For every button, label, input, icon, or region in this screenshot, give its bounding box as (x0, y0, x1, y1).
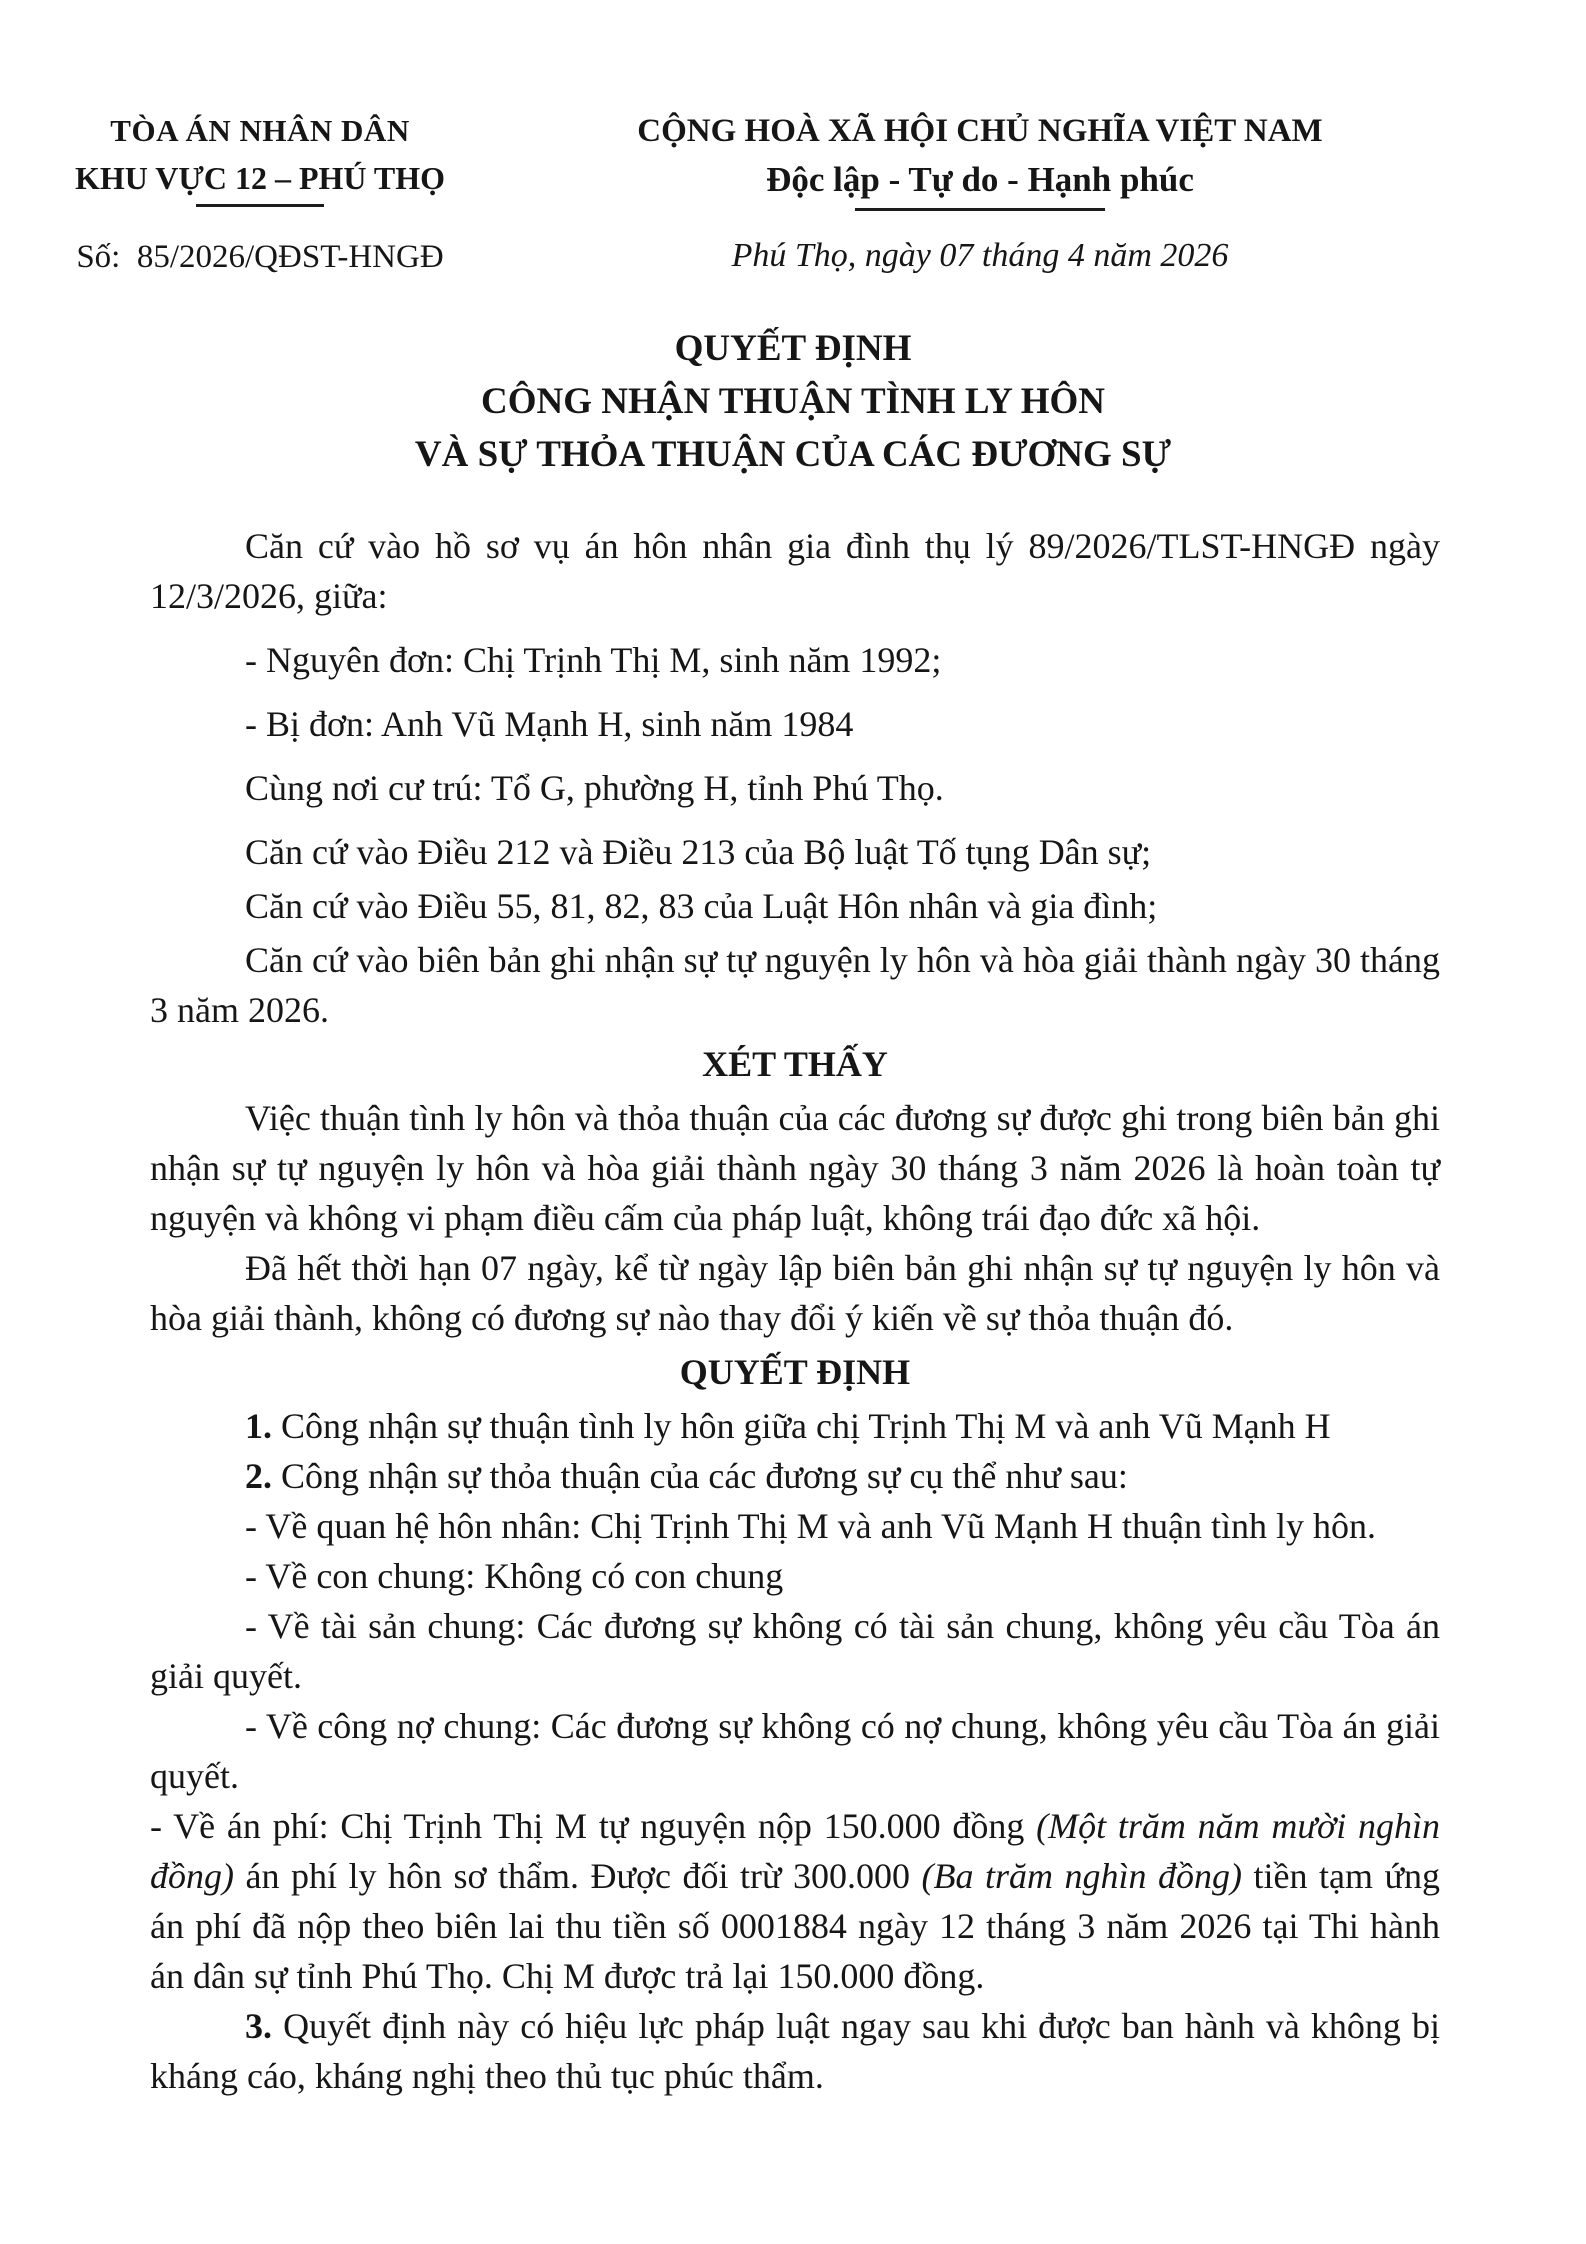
text-segment: (Ba trăm nghìn đồng) (921, 1856, 1243, 1896)
section-heading (150, 1039, 1440, 1089)
text-segment: - Bị đơn: Anh Vũ Mạnh H, sinh năm 1984 (245, 704, 854, 744)
national-motto-block (555, 108, 1405, 275)
document-title-line3: VÀ SỰ THỎA THUẬN CỦA CÁC ĐƯƠNG SỰ (414, 434, 1172, 475)
paragraph (150, 1451, 1440, 1501)
text-segment: QUYẾT ĐỊNH (679, 1352, 911, 1392)
text-segment: Căn cứ vào biên bản ghi nhận sự tự nguyện ly hôn và hòa giải thành ngày 30 tháng 3 năm 2026. (150, 940, 1440, 1030)
text-segment: Công nhận sự thuận tình ly hôn giữa chị Trịnh Thị M và anh Vũ Mạnh H (272, 1406, 1331, 1446)
text-segment: - Về tài sản chung: Các đương sự không có tài sản chung, không yêu cầu Tòa án giải quyết. (150, 1606, 1440, 1696)
paragraph (150, 1801, 1440, 2001)
paragraph (150, 1701, 1440, 1801)
text-segment: - Về con chung: Không có con chung (245, 1556, 784, 1596)
paragraph (150, 763, 1440, 813)
document-header (0, 108, 1586, 276)
court-name-line2: KHU VỰC 12 – PHÚ THỌ (74, 160, 446, 196)
document-title-block (0, 322, 1586, 481)
place-date-line: Phú Thọ, ngày 07 tháng 4 năm 2026 (731, 237, 1229, 274)
document-title-line2: CÔNG NHẬN THUẬN TÌNH LY HÔN (481, 381, 1105, 422)
document-number: Số: 85/2026/QĐST-HNGĐ (76, 239, 444, 275)
paragraph (150, 935, 1440, 1035)
text-segment: 3. (245, 2006, 272, 2046)
paragraph (150, 1551, 1440, 1601)
paragraph (150, 881, 1440, 931)
text-segment: Công nhận sự thỏa thuận của các đương sự cụ thể như sau: (272, 1456, 1128, 1496)
paragraph (150, 1501, 1440, 1551)
motto-underline (855, 208, 1105, 211)
paragraph (150, 1243, 1440, 1343)
text-segment: Căn cứ vào hồ sơ vụ án hôn nhân gia đình thụ lý 89/2026/TLST-HNGĐ ngày 12/3/2026, giữa: (150, 526, 1440, 616)
court-name-line1: TÒA ÁN NHÂN DÂN (110, 113, 410, 148)
section-heading (150, 1347, 1440, 1397)
text-segment: 2. (245, 1456, 272, 1496)
national-title: CỘNG HOÀ XÃ HỘI CHỦ NGHĨA VIỆT NAM (637, 113, 1323, 149)
paragraph (150, 1093, 1440, 1243)
document-body (0, 521, 1586, 2101)
text-segment: XÉT THẤY (702, 1044, 888, 1084)
document-title-line1: QUYẾT ĐỊNH (674, 328, 912, 369)
text-segment: Việc thuận tình ly hôn và thỏa thuận của các đương sự được ghi trong biên bản ghi nhận sự tự nguyện ly hôn và hòa giải thành ngày 30 tháng 3 năm 2026 là hoàn toàn tự nguyện và không vi phạm điều cấm của pháp luật, không trái đạo đức xã hội. (150, 1098, 1440, 1238)
text-segment: - Về công nợ chung: Các đương sự không có nợ chung, không yêu cầu Tòa án giải quyết. (150, 1706, 1440, 1796)
text-segment: Căn cứ vào Điều 212 và Điều 213 của Bộ luật Tố tụng Dân sự; (245, 832, 1152, 872)
national-motto: Độc lập - Tự do - Hạnh phúc (766, 160, 1194, 199)
text-segment: (Một trăm năm mười nghìn đồng) (150, 1806, 1441, 1896)
text-segment: Đã hết thời hạn 07 ngày, kể từ ngày lập biên bản ghi nhận sự tự nguyện ly hôn và hòa giải thành, không có đương sự nào thay đổi ý kiến về sự thỏa thuận đó. (150, 1248, 1440, 1338)
text-segment: 1. (245, 1406, 272, 1446)
text-segment: - Về án phí: Chị Trịnh Thị M tự nguyện nộp 150.000 đồng (150, 1806, 1037, 1846)
paragraph (150, 2001, 1440, 2101)
paragraph (150, 1401, 1440, 1451)
text-segment: - Về quan hệ hôn nhân: Chị Trịnh Thị M và anh Vũ Mạnh H thuận tình ly hôn. (245, 1506, 1376, 1546)
paragraph (150, 1601, 1440, 1701)
text-segment: tiền tạm ứng án phí đã nộp theo biên lai thu tiền số 0001884 ngày 12 tháng 3 năm 2026 tại Thi hành án dân sự tỉnh Phú Thọ. Chị M được trả lại 150.000 đồng. (150, 1856, 1440, 1996)
paragraph (150, 635, 1440, 685)
court-name-underline (196, 204, 324, 207)
paragraph (150, 827, 1440, 877)
text-segment: - Nguyên đơn: Chị Trịnh Thị M, sinh năm 1992; (245, 640, 942, 680)
text-segment: án phí ly hôn sơ thẩm. Được đối trừ 300.000 (234, 1856, 922, 1896)
paragraph (150, 521, 1440, 621)
paragraph (150, 699, 1440, 749)
text-segment: Cùng nơi cư trú: Tổ G, phường H, tỉnh Phú Thọ. (245, 768, 944, 808)
text-segment: Căn cứ vào Điều 55, 81, 82, 83 của Luật Hôn nhân và gia đình; (245, 886, 1158, 926)
text-segment: Quyết định này có hiệu lực pháp luật ngay sau khi được ban hành và không bị kháng cáo, kháng nghị theo thủ tục phúc thẩm. (150, 2006, 1440, 2096)
issuing-court-block (60, 108, 460, 276)
